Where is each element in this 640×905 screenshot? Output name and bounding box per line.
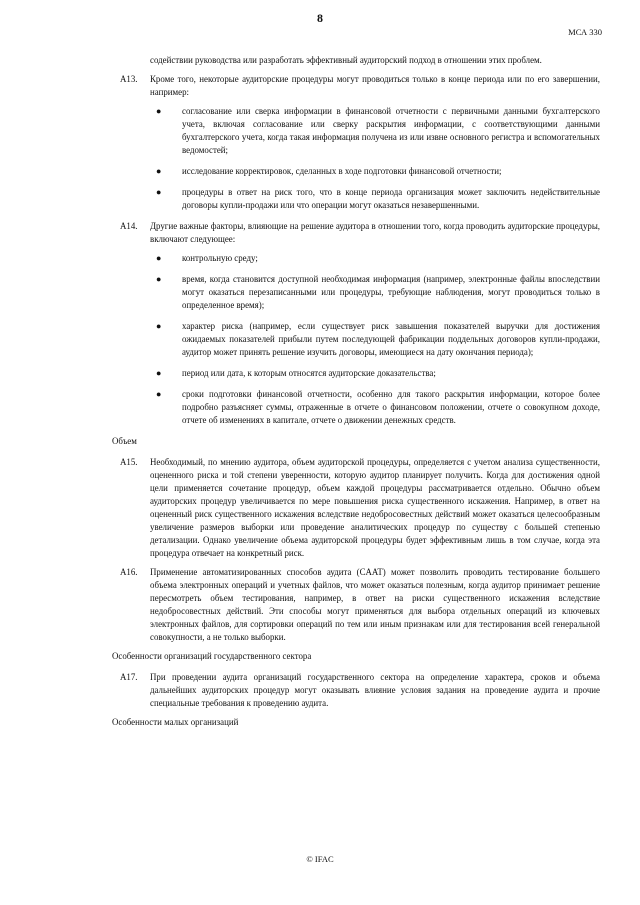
list-item: ● время, когда становится доступной необходимая информация (например, электронные файлы впоследствии могут оказаться перезаписанными или процедуры, требующие наблюдения, могут проводиться только в определенное время); [156,274,600,310]
paragraph-a13 [112,73,600,212]
paragraph-a14 [112,220,600,427]
bullet-list [150,252,600,427]
document-code: МСА 330 [568,27,602,37]
paragraph-a17 [112,671,600,710]
paragraph-text: Применение автоматизированных способов аудита (CAAT) может позволить проводить тестирование большего объема электронных операций и учетных файлов, что может оказаться полезным, когда аудитор принимает решение пересмотреть объем тестирования, например, в ответ на риски существенного искажения вследствие недобросовестных действий. Эти способы могут применяться для выбора отдельных операций из ключевых электронных файлов, для сортировки операций по тем или иным признакам или для тестирования всей генеральной совокупности, а не только выборки. [150,567,600,642]
document-body [112,54,600,737]
list-item: ● исследование корректировок, сделанных в ходе подготовки финансовой отчетности; [156,166,502,176]
paragraph-text: Другие важные факторы, влияющие на решение аудитора в отношении того, когда проводить аудиторские процедуры, включают следующее: [150,221,600,244]
paragraph-text: Кроме того, некоторые аудиторские процедуры могут проводиться только в конце периода или по его завершении, например: [150,74,600,97]
list-item: ● процедуры в ответ на риск того, что в конце периода организация может заключить недействительные договоры купли-продажи или что операции могут оказаться незавершенными. [156,187,600,210]
bullet-icon: ● [156,187,162,197]
list-item: ● сроки подготовки финансовой отчетности, особенно для такого раскрытия информации, которое более подробно разъясняет суммы, отраженные в отчете о финансовом положении, отчете о совокупном доходе, отчете об изменениях в капитале, отчете о движении денежных средств. [156,389,600,425]
paragraph-a15 [112,456,600,560]
paragraph-text: При проведении аудита организаций государственного сектора на определение характера, сроков и объема дальнейших аудиторских процедур могут оказывать влияние условия задания на проведение аудита и прочие специальные требования к проведению аудита. [150,672,600,708]
paragraph-text: Необходимый, по мнению аудитора, объем аудиторской процедуры, определяется с учетом анализа существенности, оцененного риска и той степени уверенности, которую аудитор планирует получить. Когда для достижения одной цели применяется сочетание процедур, объем каждой процедуры рассматривается отдельно. Обычно объем аудиторских процедур увеличивается по мере повышения риска существенного искажения. Например, в ответ на оцененный риск существенного искажения вследствие недобросовестных действий может оказаться целесообразным увеличение размеров выборки или проведение аналитических процедур по существу с большей степенью детализации. Однако увеличение объема аудиторской процедуры будет эффективным лишь в том случае, когда эта процедура отвечает на конкретный риск. [150,457,600,558]
paragraph-number: A17. [120,672,138,682]
bullet-list [150,105,600,212]
bullet-icon: ● [156,274,162,284]
list-item: ● контрольную среду; [156,253,258,263]
bullet-icon: ● [156,106,162,116]
bullet-icon: ● [156,321,162,331]
section-heading-small-entities: Особенности малых организаций [112,717,239,727]
list-item: ● согласование или сверка информации в финансовой отчетности с первичными данными бухгалтерского учета, включая согласование или сверку раскрытия информации, с соответствующими данными бухгалтерского учета, когда такая информация получена из или извне основного регистра и вспомогательных ведомостей; [156,106,600,155]
paragraph-number: A15. [120,457,138,467]
bullet-icon: ● [156,166,162,176]
section-heading-public-sector: Особенности организаций государственного сектора [112,651,312,661]
footer-copyright: © IFAC [306,854,334,864]
list-item: ● период или дата, к которым относятся аудиторские доказательства; [156,368,436,378]
page-number: 8 [317,11,323,25]
section-heading-scope: Объем [112,436,137,446]
paragraph-number: A16. [120,567,138,577]
continued-paragraph: содействии руководства или разработать эффективный аудиторский подход в отношении этих проблем. [150,55,542,65]
paragraph-a16 [112,566,600,644]
list-item: ● характер риска (например, если существует риск завышения показателей выручки для достижения ожидаемых показателей прибыли путем последующей фабрикации поддельных договоров купли-продажи, аудитор может принять решение изучить договоры, имеющиеся на дату окончания периода); [156,321,600,357]
paragraph-number: A13. [120,74,138,84]
bullet-icon: ● [156,389,162,399]
bullet-icon: ● [156,253,162,263]
bullet-icon: ● [156,368,162,378]
paragraph-number: A14. [120,221,138,231]
